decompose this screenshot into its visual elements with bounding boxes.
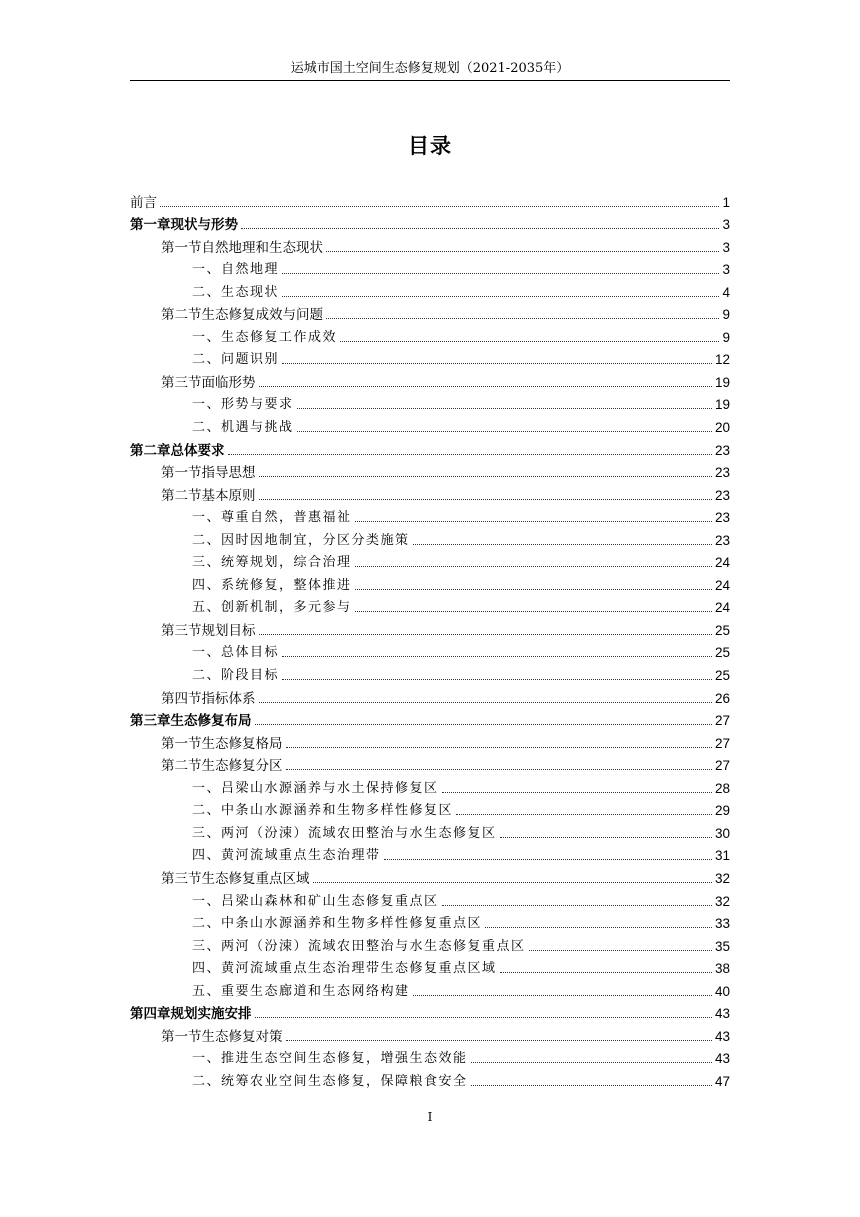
- toc-entry[interactable]: [130, 347, 730, 370]
- dot-leader: [282, 678, 712, 680]
- dot-leader: [255, 1016, 712, 1018]
- toc-entry-title: 二、统筹农业空间生态修复，保障粮食安全: [192, 1073, 468, 1089]
- dot-leader: [471, 1084, 712, 1086]
- toc-entry-title: 四、黄河流域重点生态治理带生态修复重点区域: [192, 961, 497, 977]
- toc-entry-title: 第四章规划实施安排: [130, 1006, 252, 1023]
- toc-entry-title: 第三节面临形势: [161, 374, 256, 391]
- toc-entry-page: 28: [714, 780, 730, 796]
- running-header: 运城市国土空间生态修复规划（2021-2035年）: [130, 58, 730, 81]
- toc-entry-title: 第一节指导思想: [161, 465, 256, 482]
- toc-entry[interactable]: [130, 956, 730, 979]
- toc-entry[interactable]: [130, 482, 730, 505]
- dot-leader: [384, 858, 712, 860]
- dot-leader: [500, 971, 712, 973]
- toc-entry[interactable]: [130, 527, 730, 550]
- toc-entry[interactable]: [130, 234, 730, 257]
- toc-entry-title: 二、因时因地制宜，分区分类施策: [192, 532, 410, 548]
- dot-leader: [282, 362, 712, 364]
- toc-entry-title: 第二节生态修复成效与问题: [161, 307, 323, 324]
- toc-entry-title: 第一节生态修复格局: [161, 735, 283, 752]
- toc-entry-page: 43: [714, 1051, 730, 1067]
- toc-entry-title: 五、重要生态廊道和生态网络构建: [192, 983, 410, 999]
- dot-leader: [442, 791, 712, 793]
- toc-entry-page: 24: [714, 577, 730, 593]
- dot-leader: [286, 746, 712, 748]
- toc-entry[interactable]: [130, 572, 730, 595]
- toc-entry-title: 三、统筹规划，综合治理: [192, 555, 352, 571]
- toc-entry-title: 一、生态修复工作成效: [192, 329, 338, 345]
- toc-entry-title: 一、尊重自然，普惠福祉: [192, 510, 352, 526]
- dot-leader: [286, 768, 712, 770]
- toc-entry[interactable]: [130, 911, 730, 934]
- toc-entry-page: 27: [714, 713, 730, 729]
- toc-entry-page: 27: [714, 735, 730, 751]
- toc-entry-title: 第二节基本原则: [161, 487, 256, 504]
- toc-entry[interactable]: [130, 888, 730, 911]
- toc-entry[interactable]: [130, 1068, 730, 1091]
- dot-leader: [456, 813, 712, 815]
- toc-entry-title: 一、总体目标: [192, 645, 280, 661]
- table-of-contents: [130, 189, 730, 1091]
- toc-entry-title: 二、机遇与挑战: [192, 420, 294, 436]
- toc-entry-title: 第三节生态修复重点区域: [161, 870, 310, 887]
- toc-entry[interactable]: [130, 730, 730, 753]
- toc-entry[interactable]: [130, 1023, 730, 1046]
- toc-entry[interactable]: [130, 437, 730, 460]
- toc-entry-page: 9: [722, 307, 730, 323]
- toc-entry-page: 23: [714, 442, 730, 458]
- dot-leader: [160, 205, 719, 207]
- toc-entry-title: 第一节自然地理和生态现状: [161, 239, 323, 256]
- toc-entry[interactable]: [130, 685, 730, 708]
- toc-entry-title: 二、问题识别: [192, 352, 280, 368]
- toc-entry-page: 43: [714, 1028, 730, 1044]
- toc-entry-page: 29: [714, 803, 730, 819]
- toc-entry[interactable]: [130, 640, 730, 663]
- toc-entry-title: 五、创新机制，多元参与: [192, 600, 352, 616]
- toc-entry[interactable]: [130, 843, 730, 866]
- dot-leader: [259, 385, 712, 387]
- toc-entry[interactable]: [130, 775, 730, 798]
- toc-entry[interactable]: [130, 505, 730, 528]
- toc-entry-page: 23: [714, 532, 730, 548]
- toc-entry-page: 23: [714, 465, 730, 481]
- dot-leader: [313, 881, 712, 883]
- dot-leader: [297, 407, 712, 409]
- toc-entry-page: 23: [714, 487, 730, 503]
- toc-entry-page: 33: [714, 916, 730, 932]
- toc-entry[interactable]: [130, 392, 730, 415]
- toc-entry-page: 3: [722, 262, 730, 278]
- toc-entry-page: 24: [714, 555, 730, 571]
- dot-leader: [500, 836, 712, 838]
- dot-leader: [355, 520, 712, 522]
- toc-entry-page: 9: [722, 329, 730, 345]
- toc-entry-page: 3: [722, 239, 730, 255]
- toc-entry-title: 一、推进生态空间生态修复，增强生态效能: [192, 1051, 468, 1067]
- toc-entry-page: 43: [714, 1006, 730, 1022]
- toc-entry-page: 32: [714, 893, 730, 909]
- toc-entry[interactable]: [130, 414, 730, 437]
- dot-leader: [355, 610, 712, 612]
- toc-entry-page: 4: [722, 284, 730, 300]
- toc-entry-page: 31: [714, 848, 730, 864]
- toc-entry-title: 第一章现状与形势: [130, 217, 238, 234]
- dot-leader: [259, 475, 712, 477]
- toc-entry-page: 19: [714, 374, 730, 390]
- toc-entry[interactable]: [130, 1046, 730, 1069]
- dot-leader: [413, 994, 712, 996]
- toc-entry[interactable]: [130, 753, 730, 776]
- toc-entry-page: 19: [714, 397, 730, 413]
- dot-leader: [326, 250, 719, 252]
- dot-leader: [241, 227, 719, 229]
- toc-entry[interactable]: [130, 798, 730, 821]
- toc-entry-title: 第二节生态修复分区: [161, 758, 283, 775]
- toc-entry-title: 第二章总体要求: [130, 442, 225, 459]
- toc-entry[interactable]: [130, 212, 730, 235]
- toc-entry-page: 12: [714, 352, 730, 368]
- dot-leader: [259, 701, 712, 703]
- toc-entry-title: 一、形势与要求: [192, 397, 294, 413]
- toc-entry-title: 四、黄河流域重点生态治理带: [192, 848, 381, 864]
- toc-entry[interactable]: [130, 933, 730, 956]
- toc-entry-page: 35: [714, 938, 730, 954]
- toc-entry[interactable]: [130, 595, 730, 618]
- toc-entry[interactable]: [130, 460, 730, 483]
- dot-leader: [297, 430, 712, 432]
- toc-entry[interactable]: [130, 617, 730, 640]
- toc-entry-title: 第三节规划目标: [161, 622, 256, 639]
- toc-entry[interactable]: [130, 865, 730, 888]
- toc-entry-page: 25: [714, 668, 730, 684]
- toc-entry-page: 3: [722, 217, 730, 233]
- toc-entry[interactable]: [130, 978, 730, 1001]
- dot-leader: [259, 633, 712, 635]
- toc-entry-page: 1: [722, 194, 730, 210]
- toc-entry-page: 32: [714, 870, 730, 886]
- dot-leader: [355, 588, 712, 590]
- toc-entry[interactable]: [130, 662, 730, 685]
- page-number: I: [427, 1110, 433, 1124]
- page-title: 目录: [408, 134, 452, 158]
- dot-leader: [286, 1039, 712, 1041]
- toc-entry-title: 二、阶段目标: [192, 668, 280, 684]
- toc-entry-title: 四、系统修复，整体推进: [192, 577, 352, 593]
- toc-entry-page: 25: [714, 622, 730, 638]
- toc-entry-page: 27: [714, 758, 730, 774]
- toc-entry-title: 三、两河（汾涑）流域农田整治与水生态修复区: [192, 825, 497, 841]
- toc-entry[interactable]: [130, 369, 730, 392]
- dot-leader: [413, 543, 712, 545]
- dot-leader: [355, 565, 712, 567]
- dot-leader: [282, 655, 712, 657]
- toc-entry-page: 30: [714, 825, 730, 841]
- toc-entry-page: 47: [714, 1073, 730, 1089]
- dot-leader: [282, 272, 719, 274]
- dot-leader: [282, 295, 719, 297]
- toc-entry-title: 第一节生态修复对策: [161, 1028, 283, 1045]
- toc-entry[interactable]: [130, 820, 730, 843]
- toc-entry[interactable]: [130, 324, 730, 347]
- toc-entry[interactable]: [130, 708, 730, 731]
- dot-leader: [471, 1061, 712, 1063]
- toc-entry-title: 一、吕梁山森林和矿山生态修复重点区: [192, 893, 439, 909]
- toc-entry-title: 二、中条山水源涵养和生物多样性修复重点区: [192, 916, 483, 932]
- toc-entry-page: 25: [714, 645, 730, 661]
- dot-leader: [259, 498, 712, 500]
- dot-leader: [485, 926, 712, 928]
- toc-entry-page: 38: [714, 961, 730, 977]
- toc-entry-page: 40: [714, 983, 730, 999]
- toc-entry-page: 23: [714, 510, 730, 526]
- dot-leader: [255, 723, 712, 725]
- toc-entry-title: 前言: [130, 194, 157, 211]
- toc-entry-title: 一、自然地理: [192, 262, 280, 278]
- toc-entry-title: 第三章生态修复布局: [130, 713, 252, 730]
- toc-entry-page: 20: [714, 420, 730, 436]
- toc-entry[interactable]: [130, 189, 730, 212]
- dot-leader: [340, 340, 719, 342]
- toc-entry[interactable]: [130, 1001, 730, 1024]
- toc-entry[interactable]: [130, 302, 730, 325]
- toc-entry[interactable]: [130, 257, 730, 280]
- dot-leader: [228, 453, 712, 455]
- toc-entry-page: 24: [714, 600, 730, 616]
- toc-entry-title: 第四节指标体系: [161, 690, 256, 707]
- toc-entry-title: 三、两河（汾涑）流域农田整治与水生态修复重点区: [192, 938, 526, 954]
- toc-entry-title: 二、中条山水源涵养和生物多样性修复区: [192, 803, 454, 819]
- toc-entry[interactable]: [130, 279, 730, 302]
- dot-leader: [529, 949, 712, 951]
- dot-leader: [442, 904, 712, 906]
- toc-entry-title: 二、生态现状: [192, 284, 280, 300]
- dot-leader: [326, 317, 719, 319]
- toc-entry-title: 一、吕梁山水源涵养与水土保持修复区: [192, 780, 439, 796]
- toc-entry-page: 26: [714, 690, 730, 706]
- toc-entry[interactable]: [130, 550, 730, 573]
